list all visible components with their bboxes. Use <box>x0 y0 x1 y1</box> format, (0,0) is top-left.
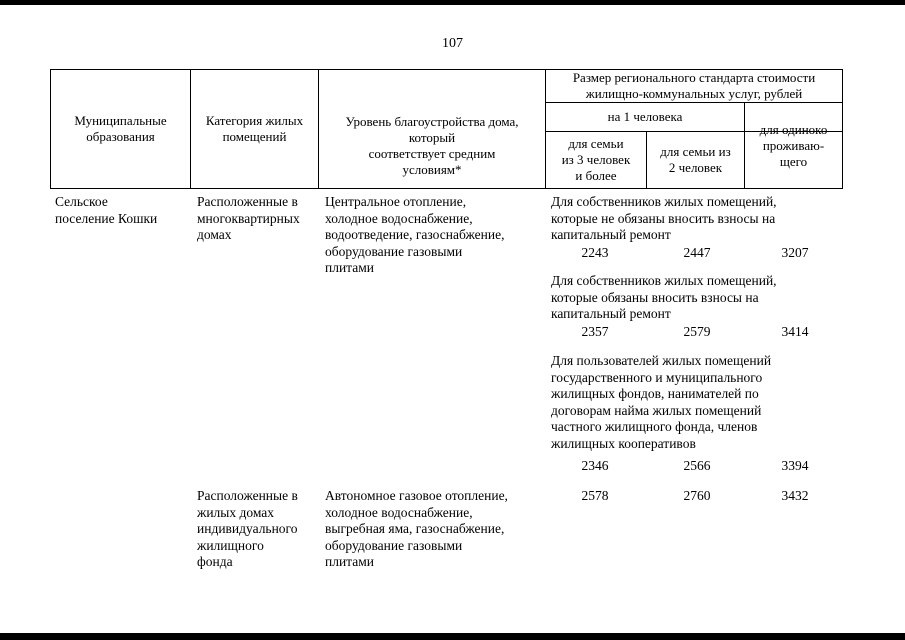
group1-label: Для собственников жилых помещений, которые не обязаны вносить взносы на капитальный ремонт <box>551 194 777 242</box>
group2-label: Для собственников жилых помещений, которые обязаны вносить взносы на капитальный ремонт <box>551 273 777 321</box>
municipality-name: Сельское поселение Кошки <box>55 194 158 226</box>
row2-single: 3432 <box>781 488 809 503</box>
header-standard-size: Размер регионального стандарта стоимости жилищно-коммунальных услуг, рублей <box>572 70 816 101</box>
table-border-header-bottom <box>50 188 843 189</box>
header-per-person: на 1 человека <box>607 109 683 124</box>
header-housing-category: Категория жилых помещений <box>205 113 304 144</box>
group1-single: 3207 <box>781 245 809 260</box>
table-border-right <box>842 69 843 189</box>
group1-family2: 2447 <box>683 245 711 260</box>
group3-family3: 2346 <box>581 458 609 473</box>
header-amenities-level: Уровень благоустройства дома, который соответствует средним условиям* <box>345 113 519 177</box>
row2-family3: 2578 <box>581 488 609 503</box>
group2-single: 3414 <box>781 324 809 339</box>
row1-amenities: Центральное отопление, холодное водоснабжение, водоотведение, газоснабжение, оборудование газовыми плитами <box>325 194 505 275</box>
document-page <box>0 5 905 633</box>
page-number: 107 <box>442 36 463 51</box>
header-single-resident: для одиноко проживаю- щего <box>759 121 828 169</box>
group2-family2: 2579 <box>683 324 711 339</box>
row2-amenities: Автономное газовое отопление, холодное водоснабжение, выгребная яма, газоснабжение, оборудование газовыми плитами <box>325 488 508 569</box>
header-family-2: для семьи из 2 человек <box>660 144 731 175</box>
row2-category: Расположенные в жилых домах индивидуального жилищного фонда <box>197 488 298 569</box>
group3-single: 3394 <box>781 458 809 473</box>
group3-label: Для пользователей жилых помещений государственного и муниципального жилищных фондов, нанимателей по договорам найма жилых помещений частного жилищного фонда, членов жилищных кооперативов <box>551 353 772 451</box>
group1-family3: 2243 <box>581 245 609 260</box>
header-municipalities: Муниципальные образования <box>74 113 167 144</box>
header-family-3plus: для семьи из 3 человек и более <box>561 136 631 183</box>
group3-family2: 2566 <box>683 458 711 473</box>
row2-family2: 2760 <box>683 488 711 503</box>
row1-category: Расположенные в многоквартирных домах <box>197 194 300 242</box>
group2-family3: 2357 <box>581 324 609 339</box>
